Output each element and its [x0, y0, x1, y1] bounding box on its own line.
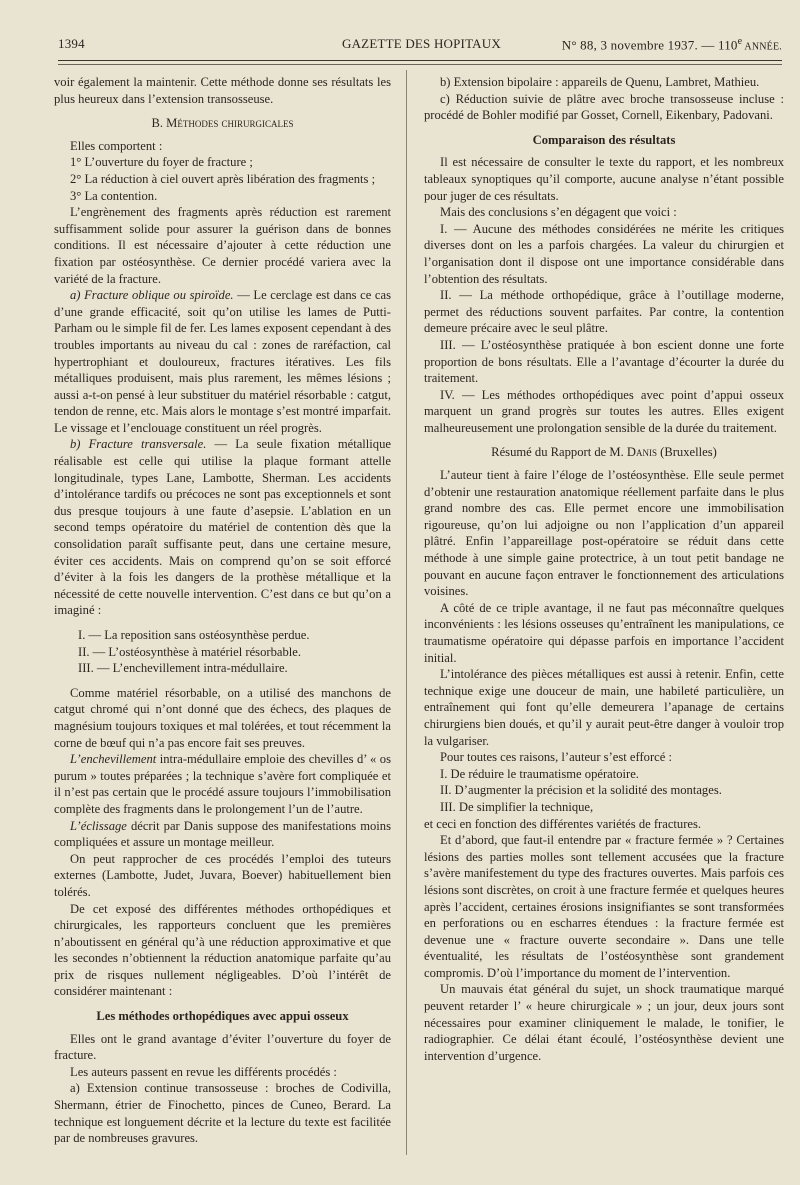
list-item: III. De simplifier la technique,	[440, 799, 594, 814]
paragraph: b) Fracture transversale. — La seule fixation métallique réalisable est celle qui utilise la plaque formant attelle longitudinale, types Lane, Lambotte, Sherman. Les accidents d’intolérance tardifs ou précoces ne sont pas exceptionnels et sont dus presque toujours à une faute d’asepsie. L’ablation en un second temps opératoire du matériel de contention dès que la consolidation paraît suffisante peut, dans une certaine mesure, éviter ces accidents. Mais on comprend qu’on se soit efforcé d’éviter à la fois les dangers de la prothèse métallique et la nécessité de cette nouvelle intervention. C’est dans ce but qu’on a imaginé :	[54, 437, 391, 618]
paragraph: Comme matériel résorbable, on a utilisé des manchons de catgut chromé qui n’ont donné que des échecs, des plaques de magnésium toujours toxiques et mal tolérées, et tout récemment la corne de bœuf qui n’a pas encore fait ses preuves.	[54, 685, 391, 750]
section-heading: Les méthodes orthopédiques avec appui osseux	[96, 1009, 349, 1024]
list-item: III. — L’enchevillement intra-médullaire.	[78, 661, 288, 676]
section-heading: Résumé du Rapport de M. Danis (Bruxelles)	[491, 445, 717, 460]
list-item: 2° La réduction à ciel ouvert après libération des fragments ;	[70, 171, 376, 186]
paragraph-label: L’éclissage	[70, 818, 127, 833]
paragraph: A côté de ce triple avantage, il ne faut pas méconnaître quelques inconvénients : les lésions osseuses qu’entraînent les manipulations, ce traumatisme opératoire qui dépasse parfois en importance l’accident initial.	[424, 600, 784, 665]
paragraph: L’intolérance des pièces métalliques est aussi à retenir. Enfin, cette technique exige une douceur de main, une habileté particulière, un entraînement qui font qu’elle demeurera l’apanage de certains chirurgiens bien doués, et qu’il y aurait peut-être danger à vouloir trop la vulgariser.	[424, 667, 784, 748]
paragraph: Il est nécessaire de consulter le texte du rapport, et les nombreux tableaux synoptiques qu’il comporte, aucune analyse n’étant possible pour juger de ces résultats.	[424, 155, 784, 203]
paragraph-label: a) Fracture oblique ou spiroïde.	[70, 288, 234, 303]
paragraph: Les auteurs passent en revue les différents procédés :	[70, 1064, 337, 1079]
paragraph: Mais des conclusions s’en dégagent que voici :	[440, 205, 677, 220]
paragraph: L’engrènement des fragments après réduction est rarement suffisamment solide pour assurer la guérison dans de bonnes conditions. Il est nécessaire d’ajouter à cette réduction une fixation par ostéosynthèse. Ce dernier procédé variera avec la variété de la fracture.	[54, 205, 391, 286]
paragraph-label: b) Fracture transversale.	[70, 437, 207, 452]
list-item: I. De réduire le traumatisme opératoire.	[440, 766, 639, 781]
list	[54, 154, 391, 204]
list-item: II. D’augmenter la précision et la solidité des montages.	[440, 783, 722, 798]
paragraph: a) Fracture oblique ou spiroïde. — Le cerclage est dans ce cas d’une grande efficacité, soit qu’on utilise les lames de Putti-Parham ou le simple fil de fer. Les lames exposent cependant à des troubles importants au niveau du cal : zones de raréfaction, cal hypertrophiant et douloureux, fractures itératives. Les fils métalliques produisent, mais plus rarement, les mêmes lésions ; aussi a-t-on pensé à leur substituer du matériel résorbable : catgut, tendon de renne, etc. Mais alors le montage s’est montré imparfait. Le vissage et l’enclouage constituent un réel progrès.	[54, 288, 392, 435]
issue-date: N° 88, 3 novembre 1937. — 110	[561, 37, 738, 53]
header-rule	[58, 60, 782, 61]
paragraph: I. — Aucune des méthodes considérées ne mérite les critiques diverses dont on les a parfois chargées. La valeur du chirurgien et l’organisation dont il dispose ont une importance considérable dans l’obtention des résultats.	[424, 221, 784, 286]
journal-title: GAZETTE DES HOPITAUX	[342, 36, 501, 51]
paragraph: Un mauvais état général du sujet, un shock traumatique marqué peuvent retarder l’ « heure chirurgicale » ; un jour, deux jours sont nécessaires pour examiner cliniquement le malade, le tonifier, le radiographier. Ce délai étant écoulé, l’ostéosynthèse devient une intervention d’urgence.	[424, 982, 784, 1063]
paragraph-label: L’enchevillement	[70, 752, 157, 767]
paragraph: II. — La méthode orthopédique, grâce à l’outillage moderne, permet des réductions souvent parfaites. Par contre, la contention demeure précaire avec le seul plâtre.	[424, 288, 784, 336]
column-divider	[406, 70, 407, 1155]
issue-year: ANNÉE.	[742, 41, 782, 53]
paragraph: Elles comportent :	[70, 138, 163, 153]
paragraph: voir également la maintenir. Cette méthode donne ses résultats les plus heureux dans l’extension transosseuse.	[54, 75, 391, 106]
page-number: 1394	[58, 36, 85, 51]
section-heading: B. Méthodes chirurgicales	[151, 116, 294, 131]
left-column	[54, 74, 391, 1147]
paragraph: L’enchevillement intra-médullaire emploie des chevilles d’ « os purum » toutes préparées ; la technique s’avère fort compliquée et il n’est pas certain que le procédé assure toujours l’immobilisation complète des fragments dans le prolongement l’un de l’autre.	[54, 752, 391, 816]
paragraph: Pour toutes ces raisons, l’auteur s’est efforcé :	[440, 750, 672, 765]
list-item: 1° L’ouverture du foyer de fracture ;	[70, 155, 253, 170]
section-heading: Comparaison des résultats	[532, 132, 676, 147]
paragraph: On peut rapprocher de ces procédés l’emploi des tuteurs externes (Lambotte, Judet, Juvara, Boever) habituellement bien tolérés.	[54, 851, 391, 899]
list-item: 3° La contention.	[70, 188, 158, 203]
right-column	[424, 74, 784, 1064]
paragraph: III. — L’ostéosynthèse pratiquée à bon escient donne une forte proportion de bons résultats. Elle a l’avantage d’écourter la durée du traitement.	[424, 337, 784, 386]
issue-suffix: e	[737, 36, 743, 47]
paragraph: a) Extension continue transosseuse : broches de Codivilla, Shermann, étrier de Finochetto, pinces de Cuneo, Berard. La technique est longuement décrite et la lecture du texte est facilitée par de nombreuses gravures.	[54, 1081, 391, 1146]
spacer	[54, 677, 391, 685]
paragraph: De cet exposé des différentes méthodes orthopédiques et chirurgicales, les rapporteurs concluent que les premières n’aboutissent en général qu’à une réduction approximative et que les secondes n’obtiennent la réduction anatomique parfaite qu’au prix de risques nullement négligeables. D’où l’intérêt de considérer maintenant :	[54, 901, 391, 999]
paragraph: L’éclissage décrit par Danis suppose des manifestations moins compliquées et assure un montage meilleur.	[54, 818, 391, 850]
spacer	[54, 619, 391, 627]
list	[424, 766, 784, 816]
list-item: II. — L’ostéosynthèse à matériel résorbable.	[78, 644, 301, 659]
list	[54, 627, 391, 677]
paragraph: IV. — Les méthodes orthopédiques avec point d’appui osseux marquent un grand progrès sur toutes les autres. Elles exigent malheureusement une prolongation sensible de la durée du traitement.	[424, 387, 784, 435]
issue-info	[562, 36, 782, 53]
paragraph: L’auteur tient à faire l’éloge de l’ostéosynthèse. Elle seule permet d’obtenir une restauration anatomique réellement parfaite dans le plus grand nombre des cas. Elle permet encore une immobilisation rigoureuse, qu’on lui adjoigne ou non l’application d’un appareil plâtré. Enfin l’appareillage post-opératoire se réduit dans cette méthode à une simple gaine protectrice, à un tout petit bandage ne pouvant en aucune façon entraver le fonctionnement des articulations voisines.	[424, 468, 784, 599]
author-name: Danis	[626, 445, 657, 460]
paragraph: Elles ont le grand avantage d’éviter l’ouverture du foyer de fracture.	[54, 1031, 391, 1063]
header-rule-thin	[58, 64, 782, 65]
page-header	[58, 36, 782, 58]
paragraph: et ceci en fonction des différentes variétés de fractures.	[424, 816, 702, 831]
paragraph: b) Extension bipolaire : appareils de Quenu, Lambret, Mathieu.	[440, 75, 760, 89]
paragraph: c) Réduction suivie de plâtre avec broche transosseuse incluse : procédé de Bohler modifié par Gosset, Cornell, Eikenbary, Padovani.	[424, 91, 784, 123]
paragraph: Et d’abord, que faut-il entendre par « fracture fermée » ? Certaines lésions des parties molles sont tellement accusées que la fracture s’avère manifestement du type des fractures ouvertes. Mais parfois ces lésions sont discrètes, on croit à une fracture fermée et quelques heures après l’accident, certaines érosions insignifiantes se sont transformées en perforations ou en escharres étendues : la fracture fermée est devenue une « fracture ouverte secondaire ». Dans une telle éventualité, les résultats de l’ostéosynthèse sont grandement compromis. D’où l’importance du moment de l’intervention.	[424, 833, 784, 980]
list-item: I. — La reposition sans ostéosynthèse perdue.	[78, 628, 310, 642]
